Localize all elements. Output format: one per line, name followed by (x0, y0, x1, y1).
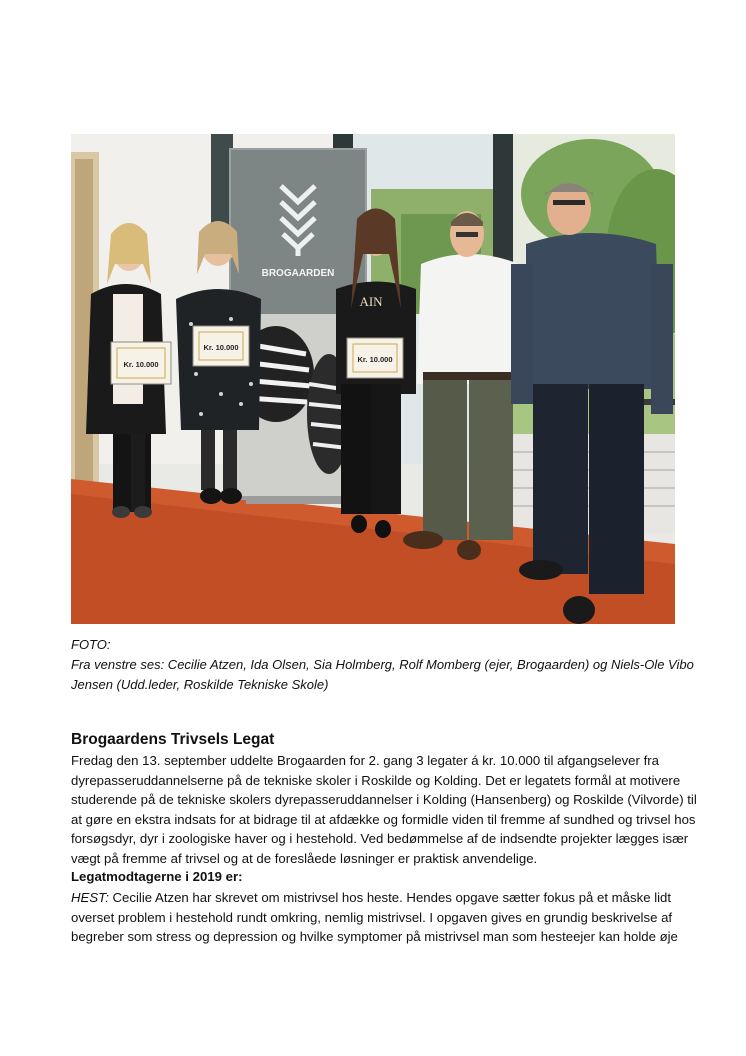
paragraph-line: studerende på de tekniske skolers dyrepasseruddannelser i Kolding (Hansenberg) og Roskilde (Vilvorde) til (71, 792, 697, 807)
article-paragraph-2 (71, 888, 677, 947)
shirt-text: AIN (359, 294, 383, 309)
paragraph-line: at gøre en ekstra indsats for at bidrage til at afdække og formidle viden til fremme af sundhed og trivsel hos (71, 811, 696, 827)
article-paragraph-1 (71, 751, 697, 868)
paragraph-line: begreber som stress og depression og hvilke symptomer på mistrivsel man som hesteejer kan holde øje (71, 929, 678, 944)
paragraph-line: Fredag den 13. september uddelte Brogaarden for 2. gang 3 legater á kr. 10.000 til afgangselever fra (71, 753, 659, 768)
banner-brand: BROGAARDEN (261, 268, 335, 279)
paragraph-line: forsøgsdyr, dyr i zoologiske haver og i hestehold. Ved bedømmelse af de indsendte projekter lægges især (71, 831, 689, 846)
paragraph-line: Cecilie Atzen har skrevet om mistrivsel hos heste. Hendes opgave sætter fokus på et måske lidt (108, 890, 672, 905)
certificate-amount-2: Kr. 10.000 (203, 343, 239, 352)
paragraph-line: vægt på fremme af trivsel og at de foreslåede løsninger er praktisk anvendelige. (71, 850, 538, 866)
photo-caption (71, 635, 694, 695)
caption-names-line: Fra venstre ses: Cecilie Atzen, Ida Olsen, Sia Holmberg, Rolf Momberg (ejer, Brogaarden) og Niels-Ole Vibo (71, 657, 694, 672)
article-title: Brogaardens Trivsels Legat (71, 731, 275, 748)
recipients-heading: Legatmodtagerne i 2019 er: (71, 869, 243, 884)
certificate-amount-3: Kr. 10.000 (357, 355, 393, 364)
caption-names-line-2: Jensen (Udd.leder, Roskilde Tekniske Skole) (71, 677, 329, 692)
caption-foto-label: FOTO: (71, 637, 111, 652)
award-photo (71, 134, 675, 624)
category-label: HEST: (71, 890, 109, 905)
paragraph-line: dyrepasseruddannelserne på de tekniske skoler i Roskilde og Kolding. Det er legatets formål at motivere (71, 772, 681, 788)
paragraph-line: overset problem i hestehold rundt omkring, nemlig mistrivsel. I opgaven gives en grundig beskrivelse af (71, 909, 673, 925)
certificate-amount-1: Kr. 10.000 (123, 360, 159, 369)
